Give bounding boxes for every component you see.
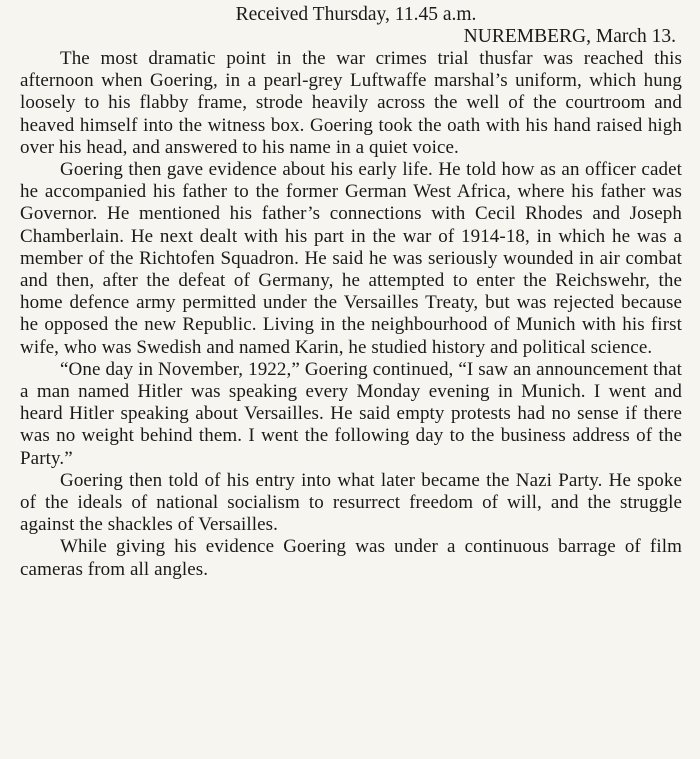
received-time: Received Thursday, 11.45 a.m.: [235, 4, 477, 25]
paragraph-4: Goering then told of his entry into what later became the Nazi Party. He spoke of the ideals of national socialism to resurrect freedom of will, and the struggle against the shackles of Versailles.: [20, 469, 682, 536]
paragraph-2: Goering then gave evidence about his early life. He told how as an officer cadet he accompanied his father to the former German West Africa, where his father was Governor. He mentioned his father’s connections with Cecil Rhodes and Joseph Chamberlain. He next dealt with his part in the war of 1914-18, in which he was a member of the Richtofen Squadron. He said he was seriously wounded in air combat and then, after the defeat of Germany, he attempted to enter the Reichswehr, the home defence army permitted under the Versailles Treaty, but was rejected because he opposed the new Republic. Living in the neighbourhood of Munich with his first wife, who was Swedish and named Karin, he studied history and political science.: [20, 159, 682, 358]
dateline: NUREMBERG, March 13.: [463, 26, 676, 47]
paragraph-3: “One day in November, 1922,” Goering continued, “I saw an announcement that a man named Hitler was speaking every Monday evening in Munich. I went and heard Hitler speaking about Versailles. He said empty protests had no sense if there was no weight behind them. I went the following day to the business address of the Party.”: [20, 358, 682, 469]
paragraph-5: While giving his evidence Goering was under a continuous barrage of film cameras from all angles.: [20, 536, 682, 580]
paragraph-1: The most dramatic point in the war crimes trial thusfar was reached this afternoon when Goering, in a pearl-grey Luftwaffe marshal’s uniform, which hung loosely to his flabby frame, strode heavily across the well of the courtroom and heaved himself into the witness box. Goering took the oath with his hand raised high over his head, and answered to his name in a quiet voice.: [20, 48, 682, 158]
